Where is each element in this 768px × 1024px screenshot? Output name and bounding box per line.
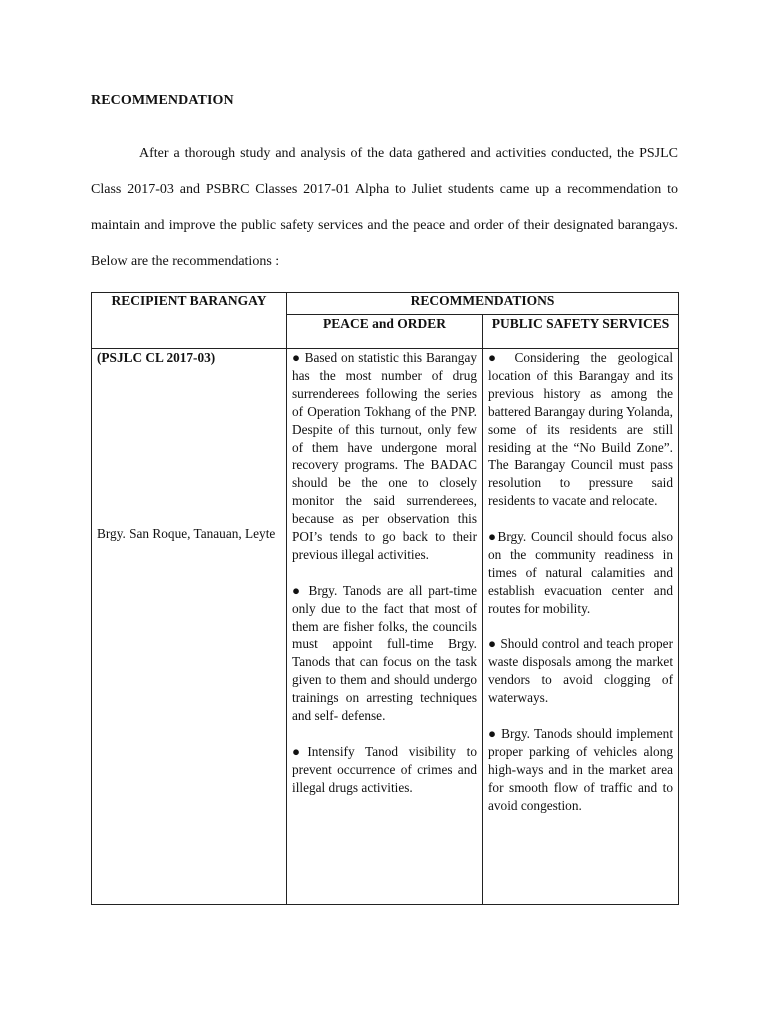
peace-and-order-cell bbox=[287, 349, 483, 905]
batch-label: (PSJLC CL 2017-03) bbox=[97, 350, 216, 365]
peace-recommendation: ● Based on statistic this Barangay has the most number of drug surrenderees following the series of Operation Tokhang of the PNP. Despite of this turnout, only few of them have undergone moral recovery programs. The BADAC should be the one to closely monitor the said surrenderees, because as per observation this POI’s tends to go back to their previous illegal activities. bbox=[292, 350, 477, 562]
public-safety-cell bbox=[483, 349, 679, 905]
section-heading: RECOMMENDATION bbox=[91, 93, 234, 108]
public-safety-recommendation: ●Brgy. Council should focus also on the community readiness in times of natural calamities and establish evacuation center and routes for mobility. bbox=[488, 529, 674, 616]
public-safety-recommendation: ● Brgy. Tanods should implement proper parking of vehicles along high-ways and in the market area for smooth flow of traffic and to avoid congestion. bbox=[488, 725, 674, 813]
intro-paragraph: After a thorough study and analysis of the data gathered and activities conducted, the PSJLC Class 2017-03 and PSBRC Classes 2017-01 Alpha to Juliet students came up a recommendation to maintain and improve the public safety services and the peace and order of their designated barangays. Below are the recommendations : bbox=[91, 146, 678, 269]
peace-recommendation: ● Brgy. Tanods are all part-time only due to the fact that most of them are fisher folks, the councils must appoint full-time Brgy. Tanods that can focus on the task given to them and should undergo trainings on arresting techniques and self- defense. bbox=[292, 582, 477, 724]
table-header-row bbox=[92, 293, 679, 315]
recommendations-table bbox=[91, 292, 679, 905]
table-row bbox=[92, 349, 679, 905]
header-peace-and-order: PEACE and ORDER bbox=[287, 315, 483, 349]
header-recommendations: RECOMMENDATIONS bbox=[287, 293, 679, 315]
peace-recommendation: ●Intensify Tanod visibility to prevent occurrence of crimes and illegal drugs activities. bbox=[292, 743, 477, 795]
header-recipient-barangay: RECIPIENT BARANGAY bbox=[92, 293, 287, 349]
public-safety-recommendation: ● Considering the geological location of this Barangay and its previous history as among the battered Barangay during Yolanda, some of its residents are still residing at the “No Build Zone”. The Barangay Council must pass resolution to pressure said residents to vacate and relocate. bbox=[488, 350, 674, 509]
header-public-safety-services: PUBLIC SAFETY SERVICES bbox=[483, 315, 679, 349]
barangay-name: Brgy. San Roque, Tanauan, Leyte bbox=[97, 526, 276, 541]
barangay-cell bbox=[92, 349, 287, 905]
public-safety-recommendation: ● Should control and teach proper waste disposals among the market vendors to avoid clogging of waterways. bbox=[488, 636, 674, 706]
